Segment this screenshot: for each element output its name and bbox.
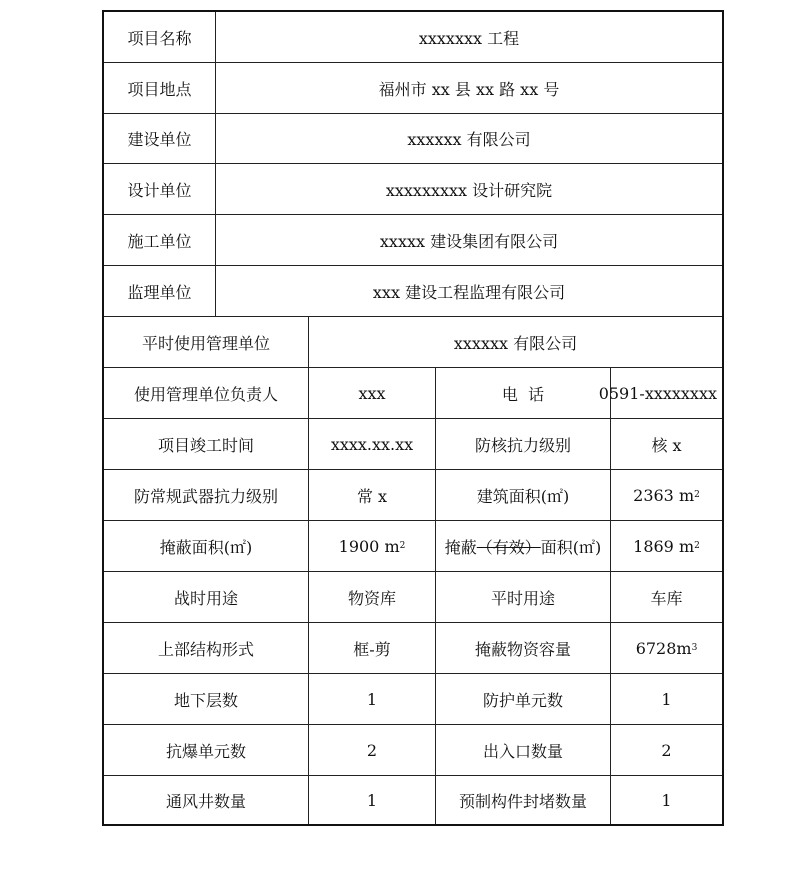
label-supervision-unit: 监理单位 xyxy=(104,266,216,317)
value-protection-units: 1 xyxy=(611,674,722,725)
label-effective-shelter-area: 掩蔽 （有效） 面积(㎡) xyxy=(436,521,611,572)
label-blast-resistant-units: 抗爆单元数 xyxy=(104,725,309,776)
value-peacetime-use: 车库 xyxy=(611,572,722,623)
value-entrance-count: 2 xyxy=(611,725,722,776)
label-project-name: 项目名称 xyxy=(104,12,216,63)
label-prefab-sealing-count: 预制构件封堵数量 xyxy=(436,776,611,824)
value-building-area: 2363 m 2 xyxy=(611,470,722,521)
label-phone: 电 话 xyxy=(436,368,611,419)
value-construction-unit: xxxxxx 有限公司 xyxy=(216,114,722,164)
value-conventional-weapon-resistance: 常 x xyxy=(309,470,436,521)
value-manager-in-charge: xxx xyxy=(309,368,436,419)
value-wartime-use: 物资库 xyxy=(309,572,436,623)
value-shelter-material-capacity: 6728m 3 xyxy=(611,623,722,674)
value-ventilation-shafts: 1 xyxy=(309,776,436,824)
label-construction-unit: 建设单位 xyxy=(104,114,216,164)
label-peacetime-management-unit: 平时使用管理单位 xyxy=(104,317,309,368)
label-entrance-count: 出入口数量 xyxy=(436,725,611,776)
value-prefab-sealing-count: 1 xyxy=(661,790,672,810)
value-supervision-unit: xxx 建设工程监理有限公司 xyxy=(216,266,722,317)
label-wartime-use: 战时用途 xyxy=(104,572,309,623)
label-design-unit: 设计单位 xyxy=(104,164,216,215)
label-underground-floors: 地下层数 xyxy=(104,674,309,725)
label-manager-in-charge: 使用管理单位负责人 xyxy=(104,368,309,419)
label-superstructure-type: 上部结构形式 xyxy=(104,623,309,674)
value-peacetime-management-unit: xxxxxx 有限公司 xyxy=(309,317,722,368)
project-info-table xyxy=(102,10,724,826)
label-completion-time: 项目竣工时间 xyxy=(104,419,309,470)
label-protection-units: 防护单元数 xyxy=(436,674,611,725)
value-blast-resistant-units: 2 xyxy=(309,725,436,776)
label-builder-unit: 施工单位 xyxy=(104,215,216,266)
value-phone: 0591-xxxxxxxx xyxy=(611,368,722,419)
value-superstructure-type: 框-剪 xyxy=(309,623,436,674)
value-effective-shelter-area: 1869 m 2 xyxy=(611,521,722,572)
label-ventilation-shafts: 通风井数量 xyxy=(104,776,309,824)
label-project-location: 项目地点 xyxy=(104,63,216,114)
value-project-name: xxxxxxx 工程 xyxy=(216,12,722,63)
label-nuclear-resistance-level: 防核抗力级别 xyxy=(436,419,611,470)
label-conventional-weapon-resistance: 防常规武器抗力级别 xyxy=(104,470,309,521)
value-builder-unit: xxxxx 建设集团有限公司 xyxy=(216,215,722,266)
value-project-location: 福州市 xx 县 xx 路 xx 号 xyxy=(216,63,722,114)
label-building-area: 建筑面积(㎡) xyxy=(436,470,611,521)
value-shelter-area: 1900 m 2 xyxy=(309,521,436,572)
value-underground-floors: 1 xyxy=(309,674,436,725)
value-nuclear-resistance-level: 核 x xyxy=(611,419,722,470)
value-design-unit: xxxxxxxxx 设计研究院 xyxy=(216,164,722,215)
value-completion-time: xxxx.xx.xx xyxy=(309,419,436,470)
label-shelter-material-capacity: 掩蔽物资容量 xyxy=(436,623,611,674)
label-shelter-area: 掩蔽面积(㎡) xyxy=(104,521,309,572)
label-peacetime-use: 平时用途 xyxy=(436,572,611,623)
